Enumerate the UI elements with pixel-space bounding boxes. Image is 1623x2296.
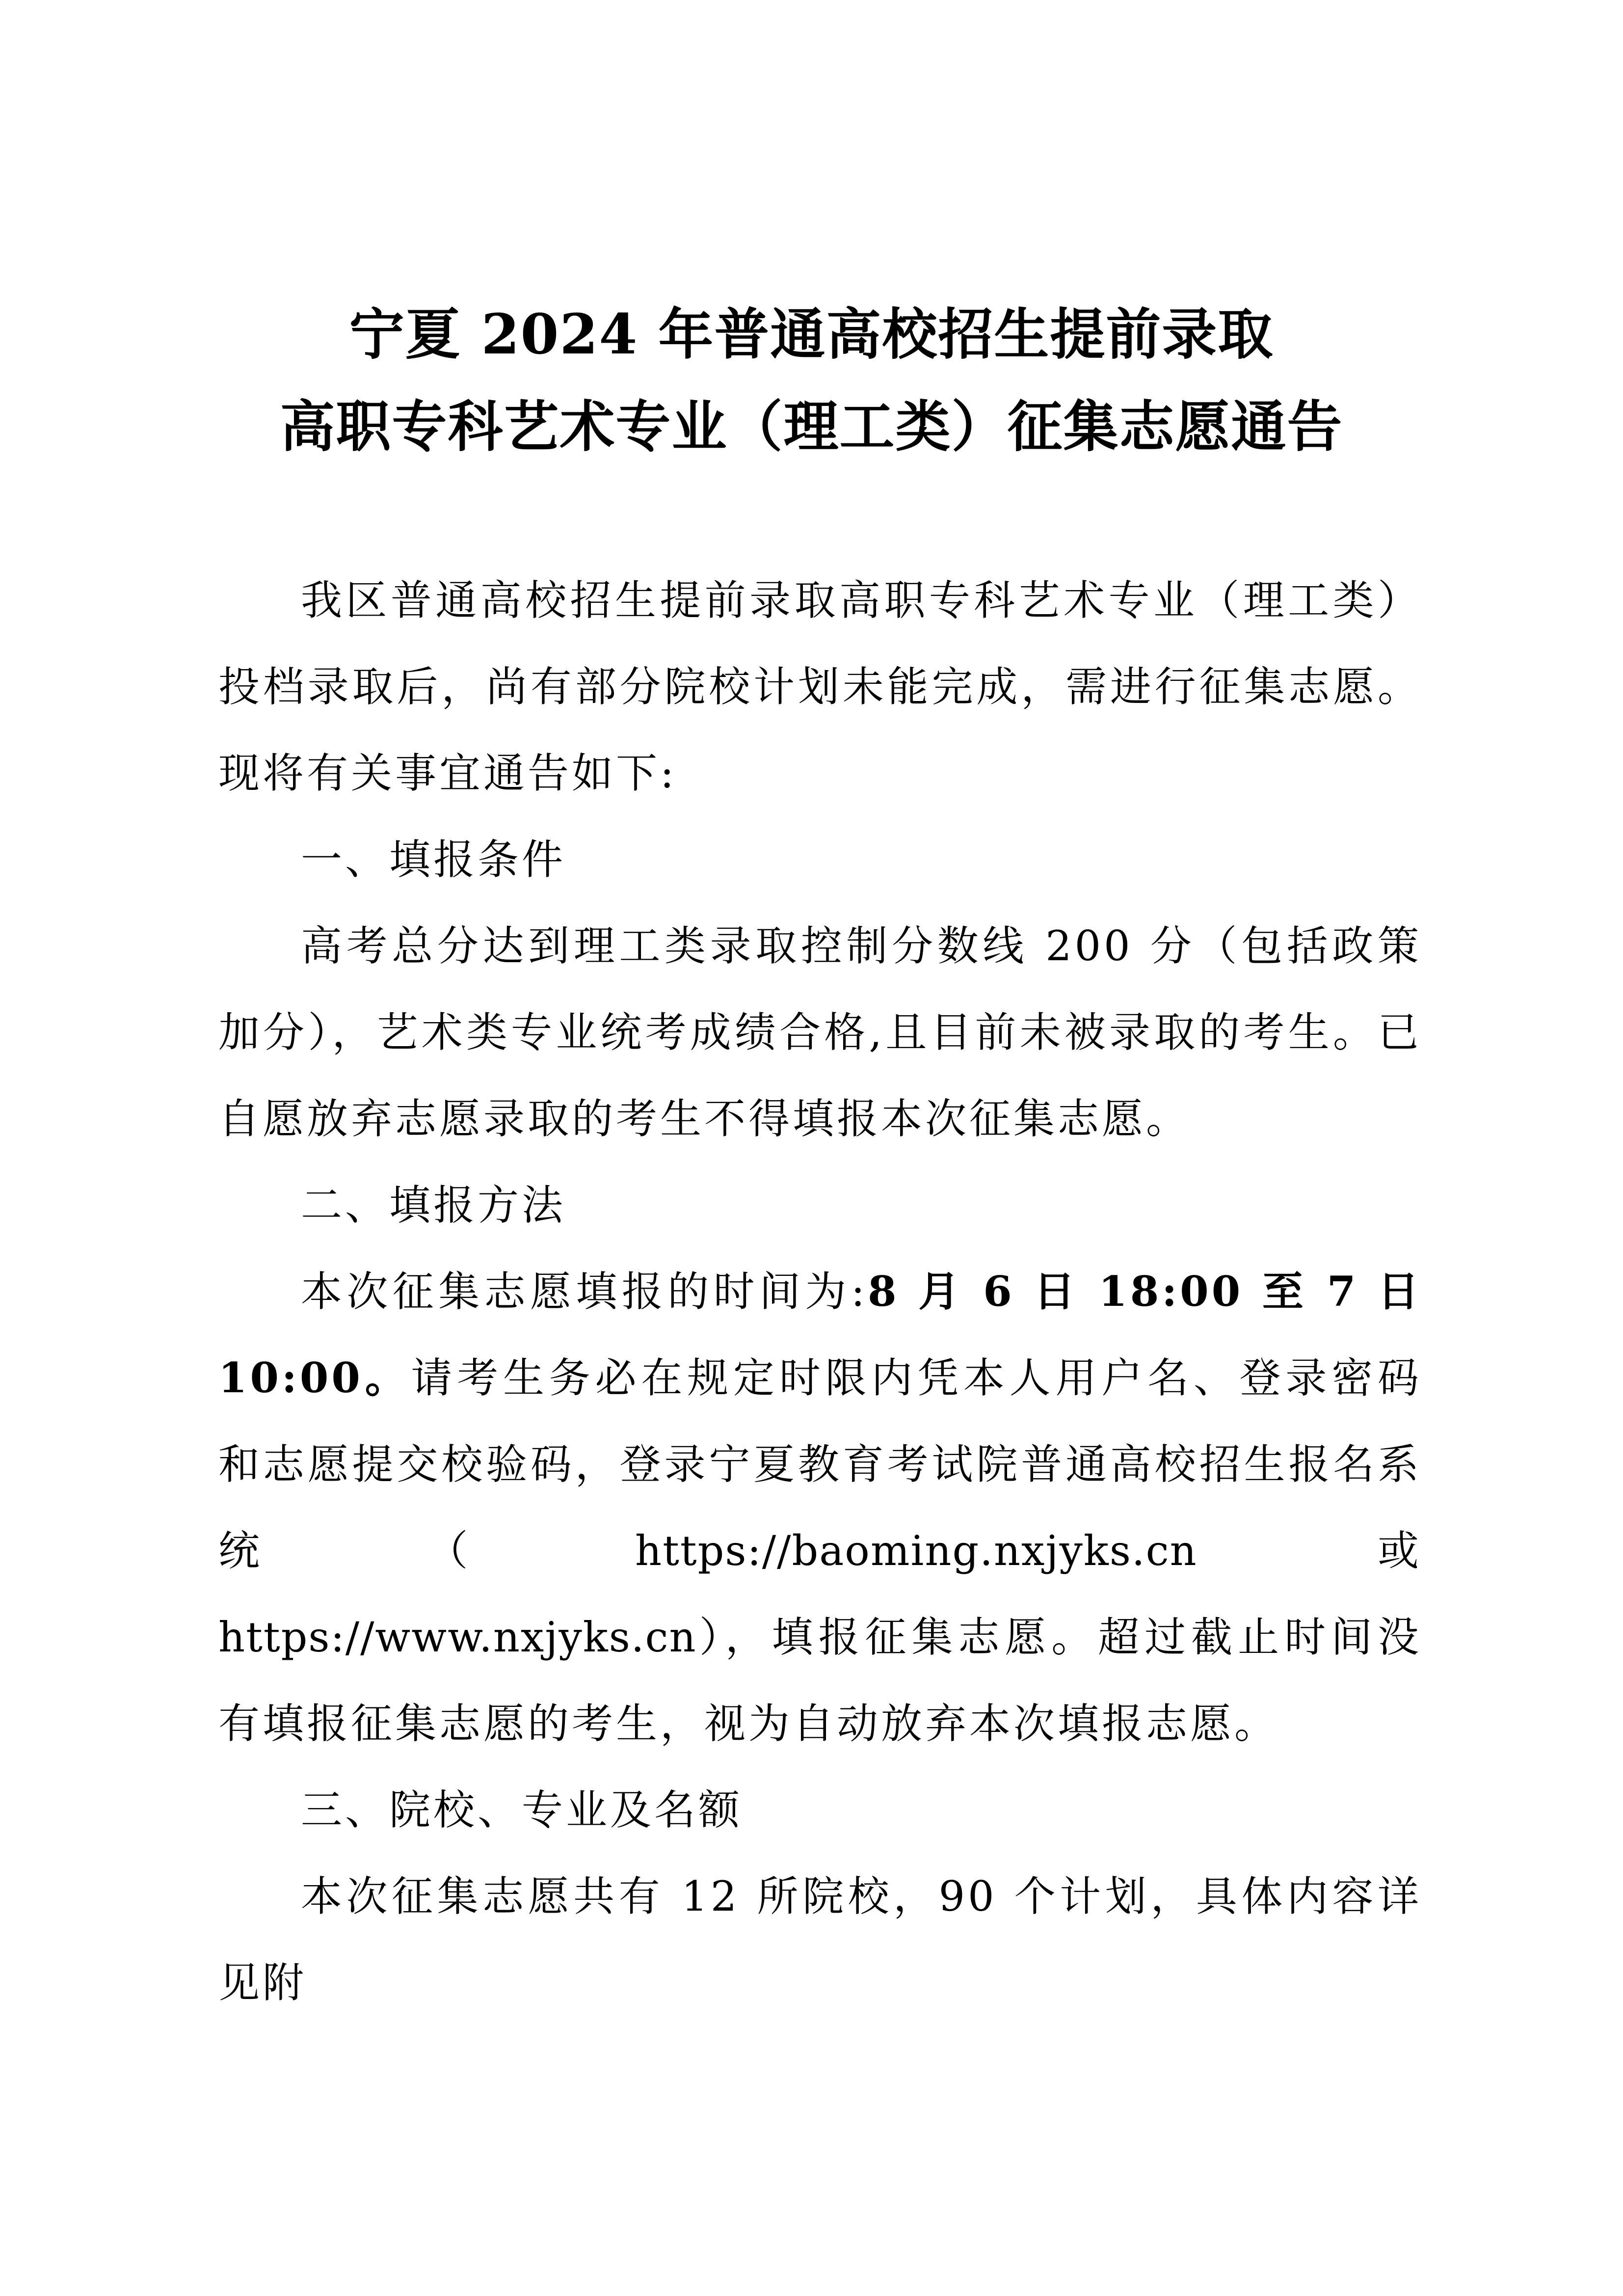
section-3-paragraph: 本次征集志愿共有 12 所院校，90 个计划，具体内容详见附 (218, 1872, 1422, 2007)
application-time-range: 8 月 6 日 18:00 至 7 日 10:00。 (218, 1267, 1422, 1402)
registration-url-1: https://baoming.nxjyks.cn (635, 1527, 1197, 1575)
registration-url-2: https://www.nxjyks.cn (218, 1613, 697, 1661)
section-1-paragraph: 高考总分达到理工类录取控制分数线 200 分（包括政策加分），艺术类专业统考成绩合格,且目前未被录取的考生。已自愿放弃志愿录取的考生不得填报本次征集志愿。 (218, 922, 1422, 1143)
document-body (218, 557, 1422, 2026)
url-joiner: 或 (1197, 1527, 1422, 1575)
intro-paragraph: 我区普通高校招生提前录取高职专科艺术专业（理工类）投档录取后，尚有部分院校计划未能完成，需进行征集志愿。现将有关事宜通告如下: (218, 576, 1422, 797)
section-2-heading: 二、填报方法 (301, 1181, 566, 1229)
section-2-text-middle: 请考生务必在规定时限内凭本人用户名、登录密码和志愿提交校验码，登录宁夏教育考试院普通高校招生报名系统（ (218, 1354, 1422, 1575)
section-1-heading: 一、填报条件 (301, 836, 566, 884)
section-2-paragraph (218, 1248, 1422, 1767)
document-title-line-1: 宁夏 2024 年普通高校招生提前录取 (349, 302, 1274, 367)
section-2-text-suffix: ），填报征集志愿。超过截止时间没有填报征集志愿的考生，视为自动放弃本次填报志愿。 (218, 1613, 1422, 1748)
document-title-line-2: 高职专科艺术专业（理工类）征集志愿通告 (280, 395, 1343, 459)
section-3-heading: 三、院校、专业及名额 (301, 1786, 743, 1834)
section-2-text-prefix: 本次征集志愿填报的时间为: (301, 1268, 868, 1316)
